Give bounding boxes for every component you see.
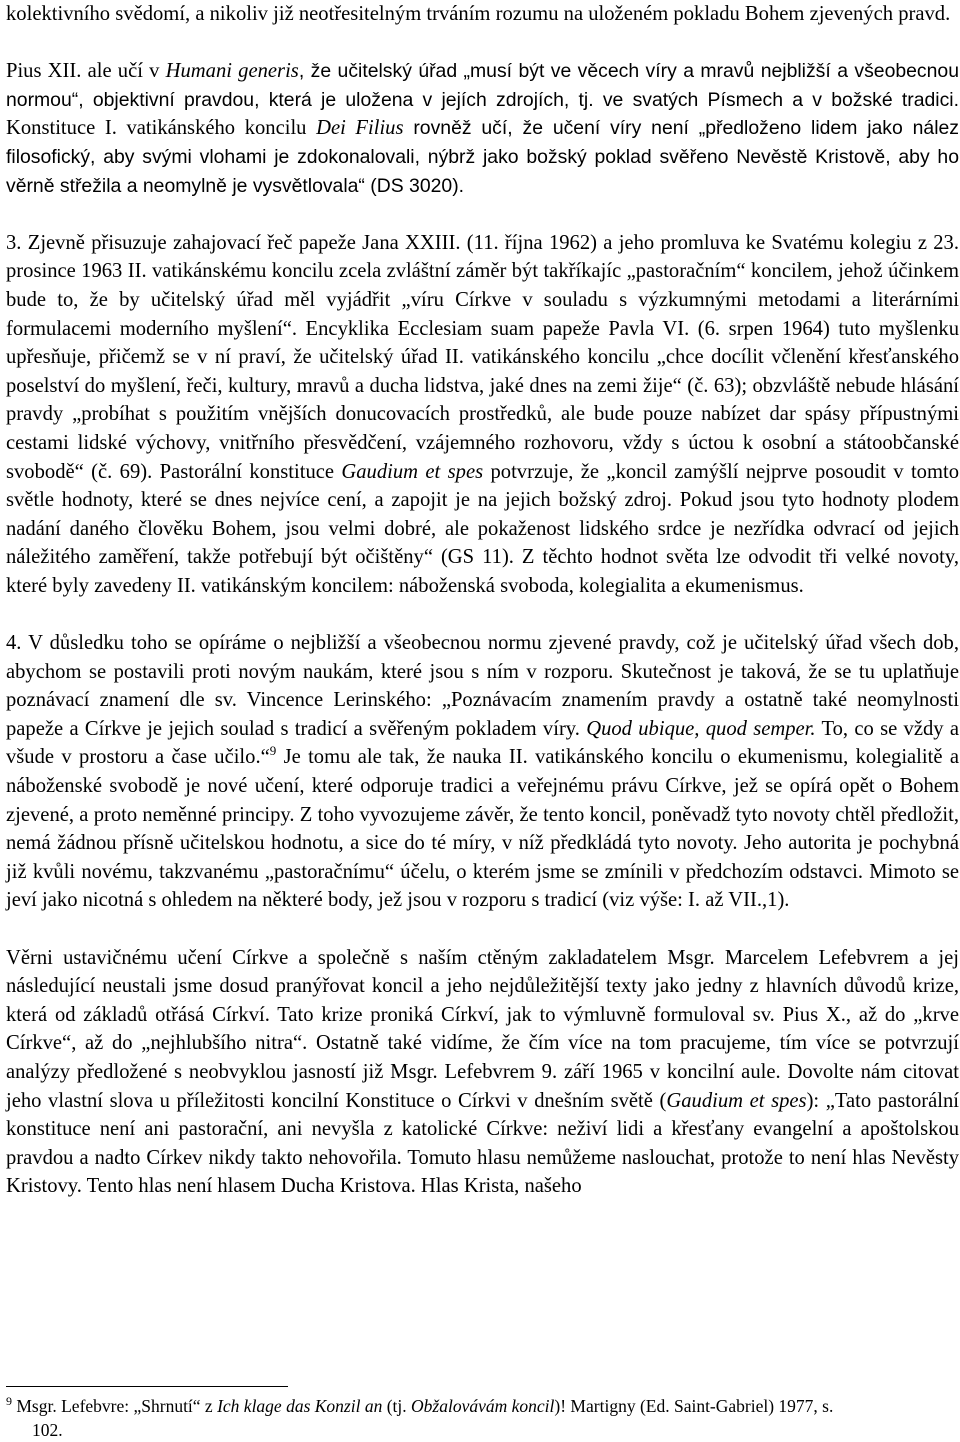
paragraph-4-text-a: 4. V důsledku toho se opíráme o nejbližší a všeobecnou normu zjevené pravdy, což je učitelský úřad všech dob, abychom se postavili proti novým naukám, které jsou s ním v rozporu. Skutečnost je taková, že se tu uplatňuje poznávací znamení dle sv. Vincence Lerinského: „Poznávacím znamením pravdy a ostatně také neomylnosti papeže a Církve je jejich soulad s tradicí a svěřeným pokladem víry. [6,632,959,740]
paragraph-gap [6,200,959,229]
paragraph-2-text-c: Konstituce I. vatikánského koncilu [6,117,317,140]
document-page [6,0,959,1201]
footnote-divider [6,1386,288,1387]
paragraph-5-text-b: ): „Tato pastorální konstituce není ani pastorační, ani nevyšla z katolické Církve: neživí lidi a křesťany evangelní a apoštolskou pravdou a nadto Církev nikdy takto nehovořila. Tomuto hlasu nemůžeme naslouchat, protože to není hlas Nevěsty Kristovy. Tento hlas není hlasem Ducha Kristova. Hlas Krista, našeho [6,1089,959,1198]
footnote [6,1394,959,1442]
title-gaudium-et-spes: Gaudium et spes [341,460,484,483]
paragraph-2-text-b: , že učitelský úřad „musí být ve věcech víry a mravů nejbližší a všeobecnou normou“, objektivní pravdou, která je uložena v jejích zdrojích, tj. ve svatých Písmech a v božské tradici. [6,60,959,111]
paragraph-1 [6,0,959,29]
paragraph-2-text-a: Pius XII. ale učí v [6,60,166,83]
title-dei-filius: Dei Filius [316,117,404,140]
title-humani-generis: Humani generis [165,60,299,83]
paragraph-1-text: kolektivního svědomí, a nikoliv již neotřesitelným trváním rozumu na uloženém pokladu Bohem zjevených pravd. [6,3,951,25]
paragraph-gap [6,29,959,58]
paragraph-5-text-a: Věrni ustavičnému učení Církve a společně s naším ctěným zakladatelem Msgr. Marcelem Lefebvrem a jej následující neustali jsme dosud pranýřovat koncil a jeho nejdůležitější texty jako jedny z hlavních důvodů krize, která od základů otřásá Církví. Tato krize proniká Církví, jak to výmluvně formuloval sv. Pius X., až do „krve Církve“, až do „nejhlubšího nitra“. Ostatně také vidíme, že čím více na tom pracujeme, tím více se potvrzují analýzy předložené s neobvyklou jasností již Msgr. Lefebvrem 9. září 1965 v koncilní aule. Dovolte nám citovat jeho vlastní slova u příležitosti koncilní Konstituce o Církvi v dnešním světě ( [6,946,959,1112]
paragraph-3 [6,229,959,601]
paragraph-gap [6,600,959,629]
footnote-title-ich-klage: Ich klage das Konzil an [217,1396,383,1416]
paragraph-2 [6,57,959,200]
quote-quod-ubique: Quod ubique, quod semper. [586,717,816,740]
paragraph-4-text-b: To, co se vždy a všude v prostoru a čase učilo.“ [6,717,959,769]
paragraph-2-text-d: rovněž učí, že učení víry není „předloženo lidem jako nález filosofický, aby svými vlohami je zdokonalovali, nýbrž jako božský poklad svěřeno Nevěstě Kristově, aby ho věrně střežila a neomylně je vysvětlovala“ (DS 3020). [6,117,959,197]
title-gaudium-et-spes-2: Gaudium et spes [666,1089,807,1112]
footnote-reference[interactable]: 9 [269,743,277,759]
footnote-line-1 [6,1394,959,1418]
footnote-title-obzalovavam: Obžalovávám koncil [411,1396,555,1416]
paragraph-3-text-b: potvrzuje, že „koncil zamýšlí nejprve posoudit v tomto světle hodnoty, které se dnes nejvíce cení, a zapojit je na jejich božský zdroj. Pokud jsou tyto hodnoty plodem nadání daného člověku Bohem, jsou velmi dobré, ale pokaženost lidského srdce je nezřídka odvrací od jejich náležitého zaměření, takže potřebují být očištěny“ (GS 11). Z těchto hodnot světa lze odvodit tři velké novoty, které byly zavedeny II. vatikánským koncilem: náboženská svoboda, kolegialita a ekumenismus. [6,460,960,597]
footnote-text-b: (tj. [382,1396,412,1416]
paragraph-5 [6,944,959,1201]
paragraph-4 [6,629,959,915]
footnote-text-a: Msgr. Lefebvre: „Shrnutí“ z [12,1396,218,1416]
paragraph-gap [6,915,959,944]
footnote-text-c: )! Martigny (Ed. Saint-Gabriel) 1977, s. [554,1396,834,1416]
footnote-number: 9 [6,1394,12,1408]
footnote-line-2: 102. [32,1420,63,1440]
paragraph-3-text-a: 3. Zjevně přisuzuje zahajovací řeč papeže Jana XXIII. (11. října 1962) a jeho promluva ke Svatému kolegiu z 23. prosince 1963 II. vatikánskému koncilu zcela zvláštní záměr být takříkajíc „pastoračním“ koncilem, jehož účinkem bude to, že by učitelský úřad měl vyjádřit „víru Církve v souladu s výzkumnými metodami a literárními formulacemi moderního myšlení“. Encyklika Ecclesiam suam papeže Pavla VI. (6. srpen 1964) tuto myšlenku upřesňuje, přičemž se v ní praví, že učitelský úřad II. vatikánského koncilu „chce docílit včlenění křesťanského poselství do myšlení, řeči, kultury, mravů a ducha lidstva, jaké dnes na zemi žije“ (č. 63); obzvláště nebude hlásání pravdy „probíhat s použitím vnějších donucovacích prostředků, ale bude pouze nabízet dar spásy přípustnými cestami lidské výchovy, vnitřního přesvědčení, vzájemného rozhovoru, vždy s úctou k osobní a státoobčanské svobodě“ (č. 69). Pastorální konstituce [6,231,959,483]
paragraph-4-text-c: Je tomu ale tak, že nauka II. vatikánského koncilu o ekumenismu, kolegialitě a náboženské svobodě je nové učení, které odporuje tradici a veřejnému právu Církve, jež se opírá opět o Bohem zjevené, a proto neměnné principy. Z toho vyvozujeme závěr, že tento koncil, poněvadž tyto novoty chtěl předložit, nemá žádnou přísně učitelskou hodnotu, a sice do té míry, v níž předkládá tyto novoty. Jeho autorita je pochybná již kvůli novému, takzvanému „pastoračnímu“ účelu, o kterém jsme se zmínili v předchozím odstavci. Mimoto se jeví jako nicotná s ohledem na některé body, jež jsou v rozporu s tradicí (viz výše: I. až VII.,1). [6,746,959,912]
